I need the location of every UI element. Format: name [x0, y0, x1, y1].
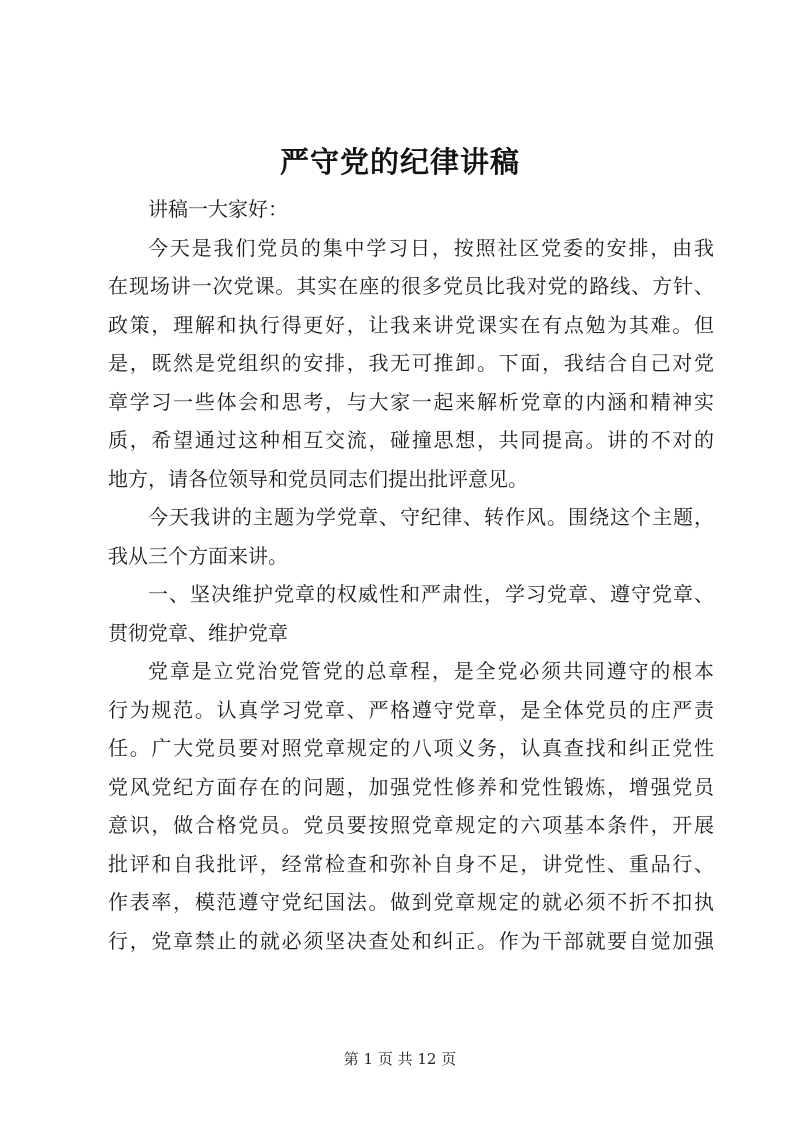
body-line: 批评和自我批评，经常检查和弥补自身不足，讲党性、重品行、	[108, 851, 714, 876]
body-line: 一、坚决维护党章的权威性和严肃性，学习党章、遵守党章、	[148, 582, 714, 606]
body-line: 作表率，模范遵守党纪国法。做到党章规定的就必须不折不扣执	[108, 890, 714, 914]
body-line: 质，希望通过这种相互交流，碰撞思想，共同提高。讲的不对的	[108, 428, 714, 452]
body-line: 章学习一些体会和思考，与大家一起来解析党章的内涵和精神实	[108, 389, 714, 414]
document-body	[108, 190, 714, 960]
body-line: 贯彻党章、维护党章	[108, 620, 288, 645]
body-line: 行为规范。认真学习党章、严格遵守党章，是全体党员的庄严责	[108, 697, 714, 722]
body-line: 行，党章禁止的就必须坚决查处和纠正。作为干部就要自觉加强	[108, 928, 714, 953]
body-line: 今天我讲的主题为学党章、守纪律、转作风。围绕这个主题，	[148, 505, 714, 529]
page-footer: 第 1 页 共 12 页	[343, 1050, 457, 1068]
body-line: 是，既然是党组织的安排，我无可推卸。下面，我结合自己对党	[108, 351, 714, 375]
document-title: 严守党的纪律讲稿	[279, 145, 520, 179]
body-line: 我从三个方面来讲。	[108, 543, 288, 568]
body-line: 在现场讲一次党课。其实在座的很多党员比我对党的路线、方针、	[108, 274, 714, 298]
body-line: 讲稿一大家好：	[148, 197, 288, 221]
body-line: 地方，请各位领导和党员同志们提出批评意见。	[108, 466, 528, 491]
body-line: 今天是我们党员的集中学习日，按照社区党委的安排，由我	[148, 235, 714, 260]
body-line: 党风党纪方面存在的问题，加强党性修养和党性锻炼，增强党员	[108, 774, 714, 799]
body-line: 任。广大党员要对照党章规定的八项义务，认真查找和纠正党性	[108, 736, 714, 760]
body-line: 意识，做合格党员。党员要按照党章规定的六项基本条件，开展	[108, 813, 714, 837]
body-line: 政策，理解和执行得更好，让我来讲党课实在有点勉为其难。但	[108, 312, 714, 337]
body-line: 党章是立党治党管党的总章程，是全党必须共同遵守的根本	[148, 659, 714, 683]
